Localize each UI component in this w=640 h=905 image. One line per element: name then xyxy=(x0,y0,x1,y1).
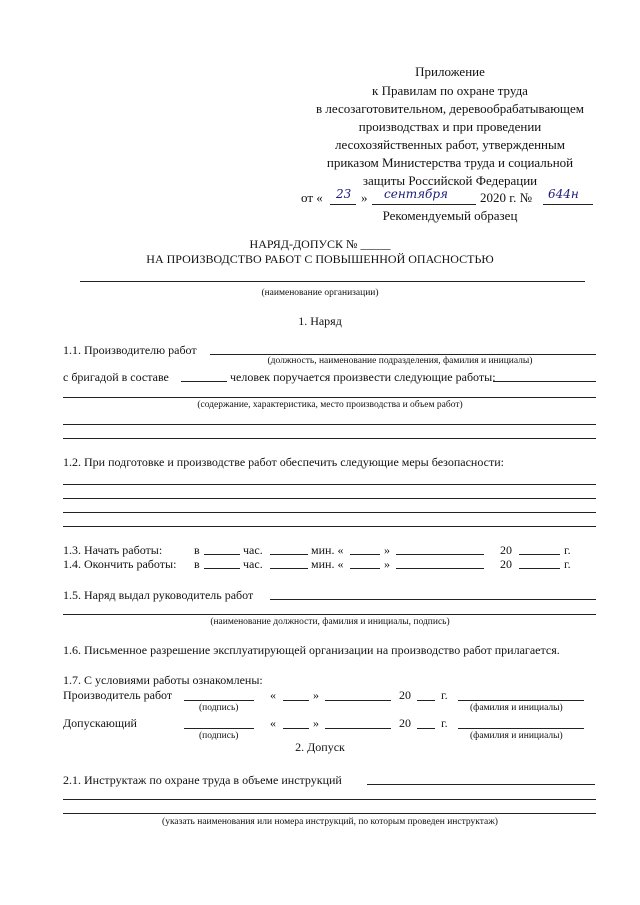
end-year-line xyxy=(519,568,560,569)
safety-line-2 xyxy=(63,498,596,499)
producer-fio-caption: (фамилия и инициалы) xyxy=(470,703,563,713)
order-number: 644н xyxy=(548,187,579,201)
date-prefix: от « xyxy=(301,190,323,205)
producer-month-line xyxy=(325,700,391,701)
admitting-year-line xyxy=(417,728,435,729)
start-min-line xyxy=(270,554,308,555)
safety-line-1 xyxy=(63,484,596,485)
end-month-line xyxy=(396,568,484,569)
start-m: мин. « xyxy=(311,543,344,557)
p15-label: 1.5. Наряд выдал руководитель работ xyxy=(63,588,254,602)
work-line-1 xyxy=(63,397,596,398)
header-line-5: лесохозяйственных работ, утвержденным xyxy=(335,137,565,152)
safety-line-4 xyxy=(63,526,596,527)
p21-caption: (указать наименования или номера инструкций, по которым проведен инструктаж) xyxy=(162,817,498,827)
issuer-line-2 xyxy=(63,614,596,615)
org-caption: (наименование организации) xyxy=(261,288,379,298)
instruction-line-2 xyxy=(63,799,596,800)
start-q: » xyxy=(384,543,390,557)
header-line-1: Приложение xyxy=(415,64,485,79)
start-hour-line xyxy=(204,554,240,555)
admitting-day-line xyxy=(283,728,309,729)
p12-label: 1.2. При подготовке и производстве работ обеспечить следующие меры безопасности: xyxy=(63,455,504,469)
producer-sign-caption: (подпись) xyxy=(199,703,239,713)
producer-label: Производитель работ xyxy=(63,688,173,702)
admitting-fio-line xyxy=(458,728,584,729)
p17-label: 1.7. С условиями работы ознакомлены: xyxy=(63,673,263,687)
date-day: 23 xyxy=(336,187,352,201)
admitting-sign-caption: (подпись) xyxy=(199,731,239,741)
brigade-label-b: человек поручается произвести следующие работы: xyxy=(230,370,496,384)
header-line-4: производствах и при проведении xyxy=(358,119,542,134)
admitting-sign-line xyxy=(184,728,254,729)
admitting-label: Допускающий xyxy=(63,716,137,730)
instruction-line-1 xyxy=(367,784,595,785)
section-2-heading: 2. Допуск xyxy=(295,740,345,754)
end-g: г. xyxy=(564,557,571,571)
date-mid: » xyxy=(361,190,368,205)
work-line-3 xyxy=(63,438,596,439)
end-hour-line xyxy=(204,568,240,569)
date-year: 2020 г. № xyxy=(480,190,533,205)
sample-label: Рекомендуемый образец xyxy=(382,208,518,223)
issuer-line-1 xyxy=(270,599,596,600)
header-line-6: приказом Министерства труда и социальной xyxy=(326,155,574,170)
title-line-1: НАРЯД-ДОПУСК № _____ xyxy=(249,237,391,251)
brigade-label-a: с бригадой в составе xyxy=(63,370,169,384)
start-year-line xyxy=(519,554,560,555)
producer-day-line xyxy=(283,700,309,701)
p13-label: 1.3. Начать работы: xyxy=(63,543,163,557)
end-min-line xyxy=(270,568,308,569)
date-month: сентября xyxy=(384,187,449,201)
start-day-line xyxy=(350,554,380,555)
admitting-20: 20 xyxy=(399,716,411,730)
organization-line xyxy=(80,281,585,282)
p16-label: 1.6. Письменное разрешение эксплуатирующей организации на производство работ прилагается. xyxy=(63,643,560,657)
start-g: г. xyxy=(564,543,571,557)
producer-q-close: » xyxy=(313,688,319,702)
start-month-line xyxy=(396,554,484,555)
header-line-3: в лесозаготовительном, деревообрабатывающем xyxy=(316,101,584,116)
p14-label: 1.4. Окончить работы: xyxy=(63,557,177,571)
admitting-month-line xyxy=(325,728,391,729)
producer-year-line xyxy=(417,700,435,701)
admitting-fio-caption: (фамилия и инициалы) xyxy=(470,731,563,741)
p21-label: 2.1. Инструктаж по охране труда в объеме инструкций xyxy=(63,773,342,787)
brigade-work-line xyxy=(493,381,596,382)
start-20: 20 xyxy=(500,543,512,557)
end-m: мин. « xyxy=(311,557,344,571)
p11-caption: (должность, наименование подразделения, фамилия и инициалы) xyxy=(267,356,533,366)
order-number-underline xyxy=(543,204,593,205)
title-line-2: НА ПРОИЗВОДСТВО РАБОТ С ПОВЫШЕННОЙ ОПАСНОСТЬЮ xyxy=(146,252,494,266)
end-h: час. xyxy=(243,557,263,571)
admitting-q-open: « xyxy=(270,716,276,730)
producer-20: 20 xyxy=(399,688,411,702)
end-q: » xyxy=(384,557,390,571)
end-v: в xyxy=(194,557,200,571)
producer-g: г. xyxy=(441,688,448,702)
date-month-underline xyxy=(372,204,476,205)
p15-caption: (наименование должности, фамилия и инициалы, подпись) xyxy=(210,617,450,627)
admitting-q-close: » xyxy=(313,716,319,730)
brigade-count-line xyxy=(181,381,227,382)
header-line-2: к Правилам по охране труда xyxy=(372,83,528,98)
producer-field-line xyxy=(210,354,596,355)
section-1-heading: 1. Наряд xyxy=(298,314,342,328)
producer-sign-line xyxy=(184,700,254,701)
safety-line-3 xyxy=(63,512,596,513)
admitting-g: г. xyxy=(441,716,448,730)
header-line-7: защиты Российской Федерации xyxy=(362,173,538,188)
producer-fio-line xyxy=(458,700,584,701)
date-day-underline xyxy=(330,204,356,205)
p11-label: 1.1. Производителю работ xyxy=(63,343,197,357)
end-20: 20 xyxy=(500,557,512,571)
producer-q-open: « xyxy=(270,688,276,702)
work-line-2 xyxy=(63,424,596,425)
start-v: в xyxy=(194,543,200,557)
end-day-line xyxy=(350,568,380,569)
instruction-line-3 xyxy=(63,813,596,814)
work-caption: (содержание, характеристика, место производства и объем работ) xyxy=(197,400,463,410)
start-h: час. xyxy=(243,543,263,557)
